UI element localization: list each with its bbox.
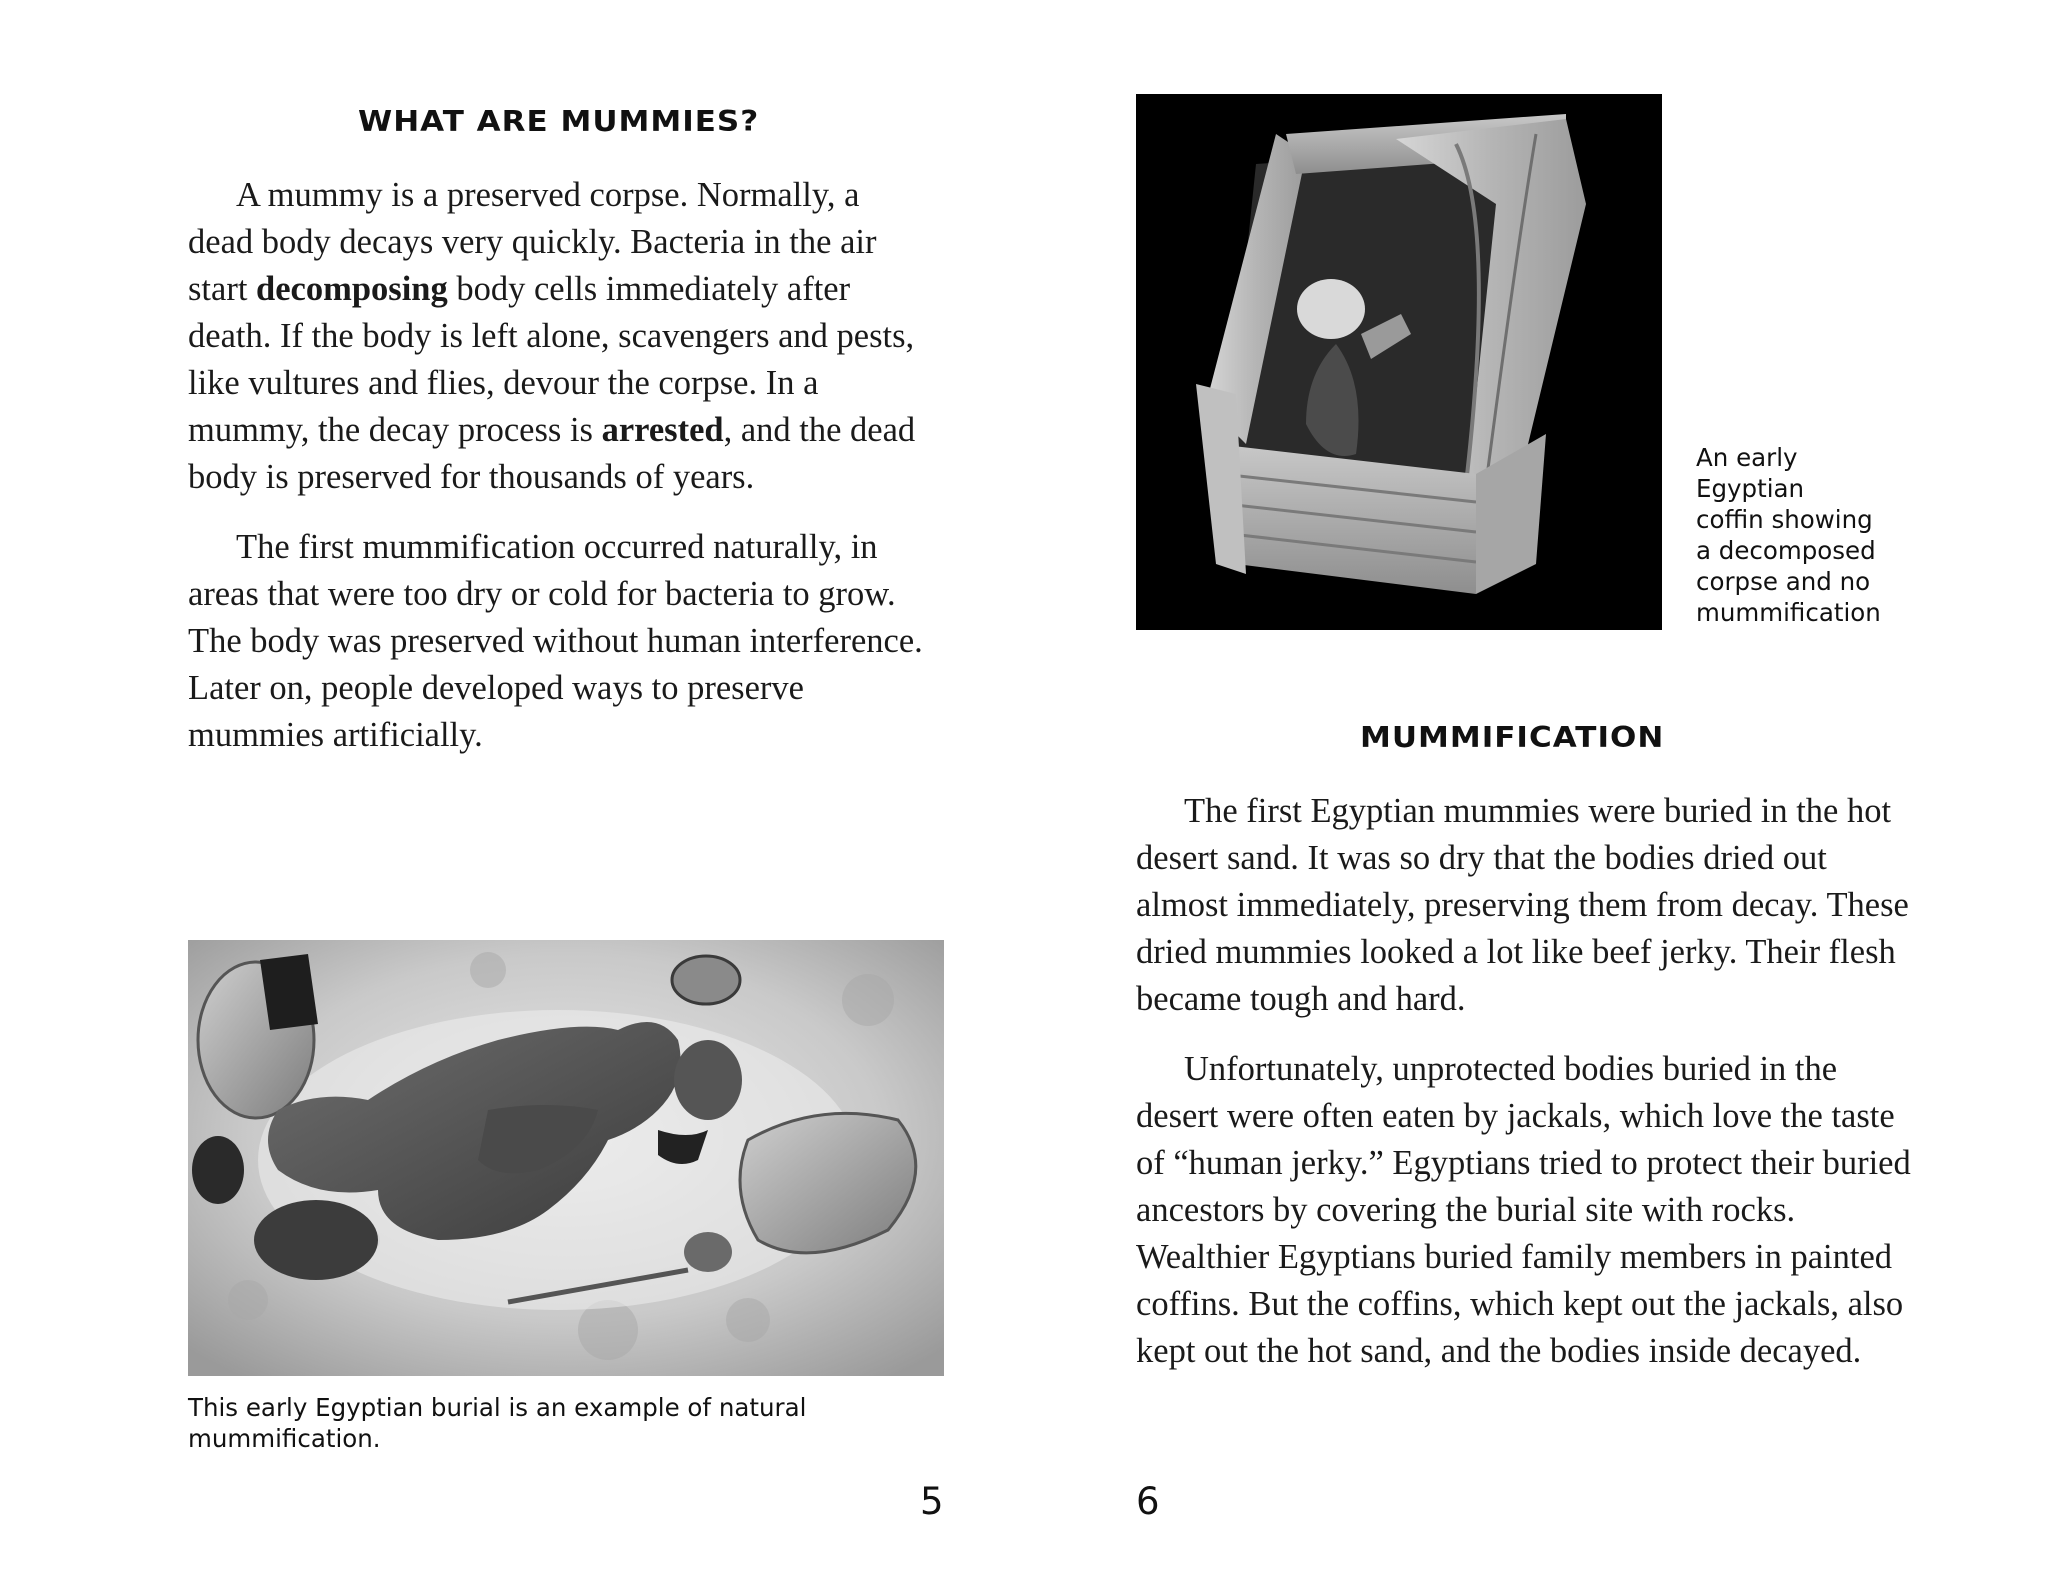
- section-heading-mummification: MUMMIFICATION: [1360, 721, 1665, 755]
- right-body-text: [1136, 788, 1916, 1398]
- caption-line: An early: [1696, 443, 1798, 472]
- bold-term-decomposing: decomposing: [256, 270, 448, 308]
- left-paragraph-2: The first mummification occurred naturally, in areas that were too dry or cold for bacteria to grow. The body was preserved without human interference. Later on, people developed ways to preserve mummies artificially.: [188, 528, 923, 754]
- caption-line: a decomposed: [1696, 536, 1876, 565]
- section-heading-what-are-mummies: WHAT ARE MUMMIES?: [358, 105, 760, 139]
- coffin-photo: [1136, 94, 1662, 630]
- left-paragraph-1: [188, 172, 928, 501]
- right-paragraph-2: Unfortunately, unprotected bodies buried in the desert were often eaten by jackals, which love the taste of “human jerky.” Egyptians tried to protect their buried ancestors by covering the burial site with rocks. Wealthier Egyptians buried family members in painted coffins. But the coffins, which kept out the jackals, also kept out the hot sand, and the bodies inside decayed.: [1136, 1050, 1911, 1370]
- coffin-photo-caption: [1696, 442, 1916, 628]
- page-number-right: 6: [1136, 1480, 1160, 1523]
- paragraph-text: A mummy is a preserved corpse. Normally, a dead body decays very quickly. Bacteria in the air start: [188, 176, 877, 308]
- paragraph-text: body cells immediately after death. If the body is left alone, scavengers and pests, like vultures and flies, devour the corpse. In a mummy, the decay process is: [188, 270, 915, 449]
- bold-term-arrested: arrested: [601, 411, 724, 449]
- right-page: [1024, 0, 2048, 1582]
- page-number-left: 5: [920, 1480, 944, 1523]
- caption-line: Egyptian: [1696, 474, 1805, 503]
- paragraph-text: , and the dead body is preserved for thousands of years.: [188, 411, 916, 496]
- left-body-text: [188, 172, 928, 782]
- burial-photo: [188, 940, 944, 1376]
- right-paragraph-1: The first Egyptian mummies were buried in the hot desert sand. It was so dry that the bodies dried out almost immediately, preserving them from decay. These dried mummies looked a lot like beef jerky. Their flesh became tough and hard.: [1136, 792, 1909, 1018]
- caption-line: mummification: [1696, 598, 1881, 627]
- burial-photo-caption: This early Egyptian burial is an example of natural mummification.: [188, 1393, 807, 1453]
- caption-line: coffin showing: [1696, 505, 1873, 534]
- caption-line: corpse and no: [1696, 567, 1871, 596]
